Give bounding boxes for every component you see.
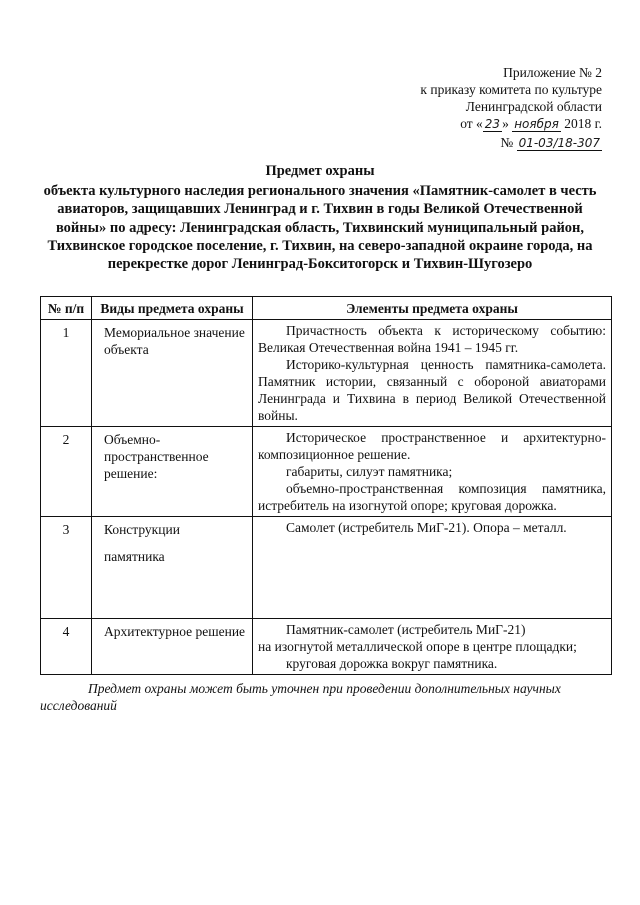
appendix-title: Приложение № 2 [503,65,602,80]
element-text: Причастность объекта к историческому событию: Великая Отечественная война 1941 – 1945 гг. [258,323,606,355]
header-type: Виды предмета охраны [92,297,253,320]
table-header-row [41,297,612,320]
row-num: 1 [41,320,92,427]
footnote: Предмет охраны может быть уточнен при проведении дополнительных научных исследований [40,681,561,713]
table-row [41,320,612,427]
element-text: Самолет (истребитель МиГ-21). Опора – металл. [286,520,567,535]
row-elements [253,517,612,619]
row-elements [253,619,612,675]
row-num: 2 [41,427,92,517]
row-type: Архитектурное решение [92,619,253,675]
table-row [41,427,612,517]
table-row [41,619,612,675]
row-type-line: памятника [104,549,165,564]
appendix-order-reference: к приказу комитета по культуре [420,82,602,97]
row-elements [253,320,612,427]
row-type-line: Конструкции [104,522,180,537]
row-elements [253,427,612,517]
element-text: круговая дорожка вокруг памятника. [286,656,498,671]
date-prefix: от « [460,116,483,131]
number-prefix: № [500,135,514,150]
handwritten-month: ноября [514,117,559,131]
element-text: Историко-культурная ценность памятника-самолета. Памятник истории, связанный с обороной авиаторами Ленинграда и Тихвина в период Великой Отечественной войны. [258,357,606,423]
title-heading: Предмет охраны [265,163,375,179]
title-subtitle: объекта культурного наследия регионального значения «Памятник-самолет в честь авиаторов, защищавших Ленинград и г. Тихвин в годы Великой Отечественной войны» по адресу: Ленинградская область, Тихвинский муниципальный район, Тихвинское городское поселение, г. Тихвин, на северо-западной окраине города, на перекрестке дорог Ленинград-Бокситогорск и Тихвин-Шугозеро [43,183,597,273]
protection-items-table [40,296,612,675]
row-type: Мемориальное значение объекта [92,320,253,427]
element-text: на изогнутой металлической опоре в центре площадки; [258,639,577,654]
element-text: Памятник-самолет (истребитель МиГ-21) [286,622,526,637]
document-title [40,162,600,273]
element-text: объемно-пространственная композиция памятника, истребитель на изогнутой опоре; круговая дорожка. [258,481,606,513]
element-text: Историческое пространственное и архитектурно-композиционное решение. [258,430,606,462]
appendix-date [372,115,602,133]
row-num: 3 [41,517,92,619]
header-elements: Элементы предмета охраны [253,297,612,320]
row-num: 4 [41,619,92,675]
date-mid: » [502,116,509,131]
handwritten-number: 01-03/18-307 [518,136,600,150]
appendix-block [372,64,602,152]
appendix-region: Ленинградской области [465,99,602,114]
row-type [92,517,253,619]
appendix-number [372,134,602,152]
element-text: габариты, силуэт памятника; [286,464,453,479]
row-type: Объемно-пространственное решение: [92,427,253,517]
handwritten-day: 23 [484,117,501,131]
date-suffix: 2018 г. [564,116,602,131]
table-row [41,517,612,619]
header-num: № п/п [41,297,92,320]
